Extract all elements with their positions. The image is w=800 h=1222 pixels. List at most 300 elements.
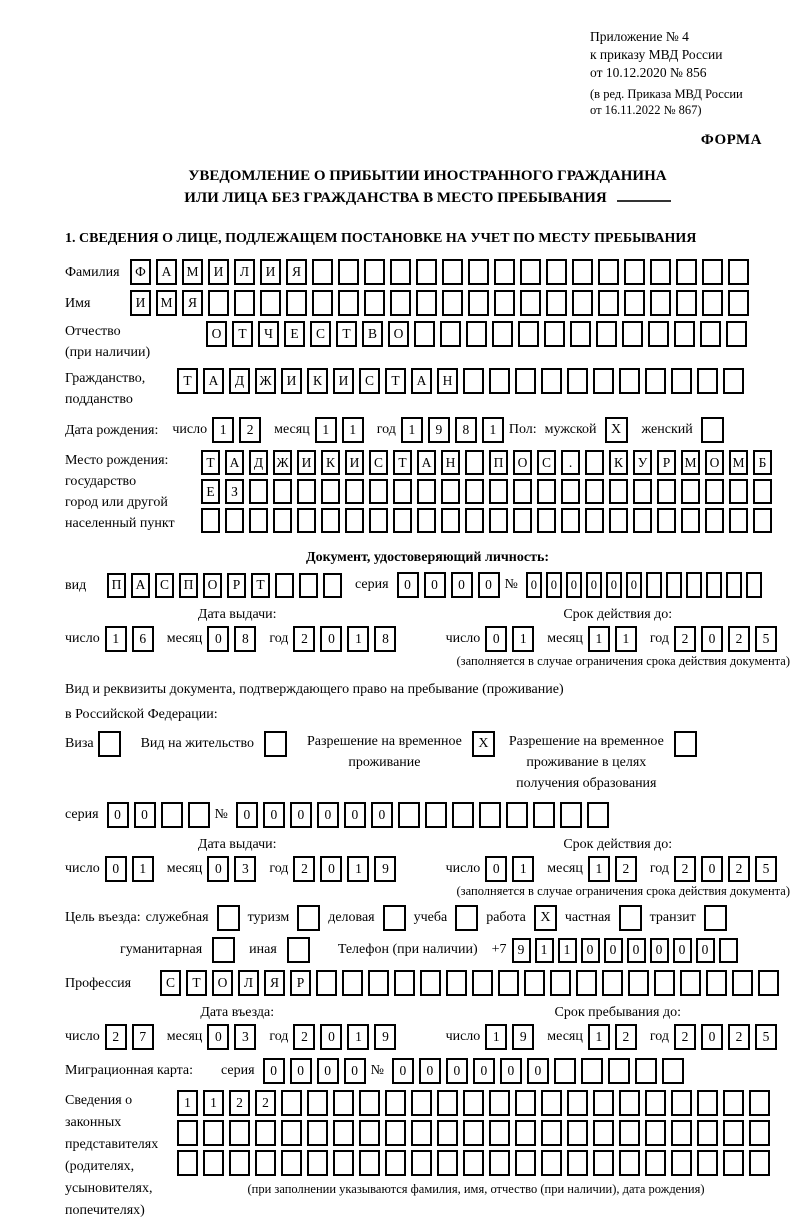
char-cell[interactable] [671, 1150, 692, 1176]
char-cell[interactable] [234, 290, 255, 316]
char-cell[interactable] [359, 1120, 380, 1146]
char-cell[interactable] [645, 1120, 666, 1146]
char-cell[interactable] [581, 1058, 603, 1084]
char-cell[interactable]: 0 [263, 1058, 285, 1084]
char-cell[interactable] [369, 479, 388, 504]
char-cell[interactable]: 0 [627, 938, 646, 963]
char-cell[interactable]: 0 [526, 572, 542, 598]
char-cell[interactable]: А [225, 450, 244, 475]
char-cell[interactable] [333, 1120, 354, 1146]
char-cell[interactable] [177, 1120, 198, 1146]
char-cell[interactable]: 1 [177, 1090, 198, 1116]
char-cell[interactable]: 0 [485, 856, 507, 882]
char-cell[interactable]: 0 [317, 1058, 339, 1084]
char-cell[interactable] [546, 259, 567, 285]
char-cell[interactable]: 0 [546, 572, 562, 598]
char-cell[interactable]: М [729, 450, 748, 475]
temp-residence-edu-checkbox[interactable] [674, 731, 697, 757]
char-cell[interactable] [342, 970, 363, 996]
char-cell[interactable] [393, 508, 412, 533]
char-cell[interactable] [585, 450, 604, 475]
char-cell[interactable] [624, 259, 645, 285]
char-cell[interactable] [297, 479, 316, 504]
char-cell[interactable] [307, 1120, 328, 1146]
char-cell[interactable]: О [212, 970, 233, 996]
char-cell[interactable]: 1 [347, 856, 369, 882]
char-cell[interactable] [753, 508, 772, 533]
char-cell[interactable] [645, 1150, 666, 1176]
char-cell[interactable] [749, 1090, 770, 1116]
char-cell[interactable] [515, 1090, 536, 1116]
char-cell[interactable]: 0 [566, 572, 582, 598]
char-cell[interactable]: 2 [615, 856, 637, 882]
char-cell[interactable] [446, 970, 467, 996]
char-cell[interactable]: Т [336, 321, 357, 347]
char-cell[interactable] [472, 970, 493, 996]
char-cell[interactable]: 8 [234, 626, 256, 652]
char-cell[interactable]: И [260, 259, 281, 285]
char-cell[interactable]: 0 [290, 1058, 312, 1084]
char-cell[interactable]: 0 [485, 626, 507, 652]
char-cell[interactable] [417, 508, 436, 533]
char-cell[interactable]: 1 [558, 938, 577, 963]
char-cell[interactable] [657, 479, 676, 504]
char-cell[interactable]: 0 [320, 626, 342, 652]
char-cell[interactable] [338, 290, 359, 316]
char-cell[interactable] [697, 368, 718, 394]
char-cell[interactable]: 9 [428, 417, 450, 443]
char-cell[interactable] [463, 368, 484, 394]
purpose-option-business-checkbox[interactable] [383, 905, 406, 931]
purpose-option-humanitarian-checkbox[interactable] [212, 937, 235, 963]
char-cell[interactable]: Т [186, 970, 207, 996]
visa-checkbox[interactable] [98, 731, 121, 757]
char-cell[interactable] [593, 1150, 614, 1176]
char-cell[interactable]: 0 [451, 572, 473, 598]
char-cell[interactable] [746, 572, 762, 598]
char-cell[interactable]: И [130, 290, 151, 316]
char-cell[interactable]: А [156, 259, 177, 285]
char-cell[interactable] [697, 1120, 718, 1146]
char-cell[interactable] [437, 1090, 458, 1116]
char-cell[interactable] [411, 1120, 432, 1146]
char-cell[interactable]: 0 [371, 802, 393, 828]
char-cell[interactable] [550, 970, 571, 996]
char-cell[interactable] [567, 1150, 588, 1176]
char-cell[interactable]: 9 [374, 1024, 396, 1050]
char-cell[interactable] [225, 508, 244, 533]
char-cell[interactable]: 0 [446, 1058, 468, 1084]
char-cell[interactable]: 9 [512, 938, 531, 963]
char-cell[interactable]: 0 [207, 626, 229, 652]
char-cell[interactable]: С [155, 573, 174, 598]
char-cell[interactable]: М [681, 450, 700, 475]
char-cell[interactable] [345, 508, 364, 533]
char-cell[interactable] [541, 1150, 562, 1176]
char-cell[interactable] [468, 290, 489, 316]
char-cell[interactable] [513, 479, 532, 504]
char-cell[interactable]: 2 [728, 1024, 750, 1050]
char-cell[interactable] [416, 290, 437, 316]
char-cell[interactable]: 1 [401, 417, 423, 443]
char-cell[interactable]: 0 [626, 572, 642, 598]
char-cell[interactable] [297, 508, 316, 533]
char-cell[interactable] [188, 802, 210, 828]
char-cell[interactable] [515, 1150, 536, 1176]
char-cell[interactable]: 0 [236, 802, 258, 828]
char-cell[interactable] [201, 508, 220, 533]
char-cell[interactable]: 1 [342, 417, 364, 443]
char-cell[interactable] [518, 321, 539, 347]
char-cell[interactable]: Р [227, 573, 246, 598]
char-cell[interactable] [732, 970, 753, 996]
char-cell[interactable]: 0 [320, 856, 342, 882]
char-cell[interactable]: Н [441, 450, 460, 475]
char-cell[interactable] [161, 802, 183, 828]
char-cell[interactable] [492, 321, 513, 347]
char-cell[interactable] [645, 1090, 666, 1116]
char-cell[interactable]: В [362, 321, 383, 347]
char-cell[interactable]: 8 [374, 626, 396, 652]
char-cell[interactable]: 1 [347, 1024, 369, 1050]
char-cell[interactable] [609, 508, 628, 533]
char-cell[interactable] [323, 573, 342, 598]
char-cell[interactable]: Ж [255, 368, 276, 394]
char-cell[interactable] [417, 479, 436, 504]
char-cell[interactable] [442, 259, 463, 285]
char-cell[interactable]: 0 [134, 802, 156, 828]
char-cell[interactable] [273, 479, 292, 504]
char-cell[interactable] [479, 802, 501, 828]
char-cell[interactable]: 1 [615, 626, 637, 652]
char-cell[interactable] [465, 450, 484, 475]
char-cell[interactable] [587, 802, 609, 828]
char-cell[interactable]: Д [229, 368, 250, 394]
char-cell[interactable]: Т [201, 450, 220, 475]
purpose-option-private-checkbox[interactable] [619, 905, 642, 931]
char-cell[interactable] [498, 970, 519, 996]
char-cell[interactable]: И [281, 368, 302, 394]
char-cell[interactable] [281, 1090, 302, 1116]
char-cell[interactable]: 0 [320, 1024, 342, 1050]
char-cell[interactable]: 6 [132, 626, 154, 652]
char-cell[interactable]: З [225, 479, 244, 504]
char-cell[interactable] [321, 508, 340, 533]
char-cell[interactable] [440, 321, 461, 347]
char-cell[interactable] [681, 479, 700, 504]
char-cell[interactable] [520, 259, 541, 285]
char-cell[interactable]: 7 [132, 1024, 154, 1050]
char-cell[interactable] [749, 1120, 770, 1146]
char-cell[interactable]: 1 [512, 626, 534, 652]
char-cell[interactable]: 2 [728, 626, 750, 652]
char-cell[interactable]: 0 [606, 572, 622, 598]
char-cell[interactable]: Л [238, 970, 259, 996]
char-cell[interactable] [442, 290, 463, 316]
char-cell[interactable]: С [369, 450, 388, 475]
char-cell[interactable] [706, 572, 722, 598]
char-cell[interactable]: С [537, 450, 556, 475]
char-cell[interactable] [414, 321, 435, 347]
char-cell[interactable]: 0 [207, 1024, 229, 1050]
char-cell[interactable] [321, 479, 340, 504]
purpose-option-tourism-checkbox[interactable] [297, 905, 320, 931]
char-cell[interactable] [359, 1090, 380, 1116]
char-cell[interactable] [567, 368, 588, 394]
char-cell[interactable] [570, 321, 591, 347]
purpose-option-official-checkbox[interactable] [217, 905, 240, 931]
char-cell[interactable] [609, 479, 628, 504]
residence-permit-checkbox[interactable] [264, 731, 287, 757]
char-cell[interactable]: К [307, 368, 328, 394]
char-cell[interactable] [281, 1120, 302, 1146]
char-cell[interactable] [622, 321, 643, 347]
char-cell[interactable] [646, 572, 662, 598]
purpose-option-transit-checkbox[interactable] [704, 905, 727, 931]
char-cell[interactable]: 1 [315, 417, 337, 443]
char-cell[interactable]: 2 [229, 1090, 250, 1116]
char-cell[interactable] [662, 1058, 684, 1084]
char-cell[interactable] [524, 970, 545, 996]
char-cell[interactable]: Н [437, 368, 458, 394]
char-cell[interactable]: 0 [586, 572, 602, 598]
char-cell[interactable] [650, 290, 671, 316]
char-cell[interactable] [697, 1150, 718, 1176]
char-cell[interactable] [645, 368, 666, 394]
char-cell[interactable]: 0 [290, 802, 312, 828]
char-cell[interactable]: 0 [500, 1058, 522, 1084]
char-cell[interactable]: 2 [674, 626, 696, 652]
char-cell[interactable] [619, 1120, 640, 1146]
char-cell[interactable]: О [513, 450, 532, 475]
char-cell[interactable] [635, 1058, 657, 1084]
char-cell[interactable] [753, 479, 772, 504]
char-cell[interactable] [494, 290, 515, 316]
char-cell[interactable]: 2 [255, 1090, 276, 1116]
char-cell[interactable]: Т [251, 573, 270, 598]
char-cell[interactable] [719, 938, 738, 963]
char-cell[interactable] [452, 802, 474, 828]
char-cell[interactable]: 2 [615, 1024, 637, 1050]
char-cell[interactable]: 2 [293, 626, 315, 652]
char-cell[interactable] [633, 508, 652, 533]
char-cell[interactable]: . [561, 450, 580, 475]
char-cell[interactable] [654, 970, 675, 996]
char-cell[interactable] [513, 508, 532, 533]
char-cell[interactable]: Ч [258, 321, 279, 347]
char-cell[interactable] [593, 368, 614, 394]
char-cell[interactable]: Т [393, 450, 412, 475]
char-cell[interactable] [338, 259, 359, 285]
char-cell[interactable] [364, 290, 385, 316]
char-cell[interactable]: 1 [588, 626, 610, 652]
char-cell[interactable]: 3 [234, 856, 256, 882]
char-cell[interactable] [489, 1090, 510, 1116]
char-cell[interactable] [281, 1150, 302, 1176]
char-cell[interactable] [437, 1120, 458, 1146]
char-cell[interactable]: 0 [701, 856, 723, 882]
char-cell[interactable]: К [609, 450, 628, 475]
char-cell[interactable] [705, 479, 724, 504]
char-cell[interactable] [411, 1090, 432, 1116]
char-cell[interactable] [541, 368, 562, 394]
char-cell[interactable] [702, 259, 723, 285]
char-cell[interactable]: И [297, 450, 316, 475]
char-cell[interactable] [368, 970, 389, 996]
char-cell[interactable] [515, 368, 536, 394]
char-cell[interactable]: Я [286, 259, 307, 285]
char-cell[interactable] [723, 368, 744, 394]
char-cell[interactable] [648, 321, 669, 347]
char-cell[interactable] [585, 479, 604, 504]
char-cell[interactable] [593, 1120, 614, 1146]
char-cell[interactable]: 5 [755, 626, 777, 652]
char-cell[interactable] [229, 1120, 250, 1146]
char-cell[interactable] [359, 1150, 380, 1176]
char-cell[interactable] [723, 1150, 744, 1176]
temp-residence-checkbox[interactable]: X [472, 731, 495, 757]
char-cell[interactable] [619, 1150, 640, 1176]
char-cell[interactable] [697, 1090, 718, 1116]
char-cell[interactable] [671, 1120, 692, 1146]
char-cell[interactable] [728, 259, 749, 285]
char-cell[interactable]: С [310, 321, 331, 347]
char-cell[interactable] [628, 970, 649, 996]
char-cell[interactable] [520, 290, 541, 316]
purpose-option-study-checkbox[interactable] [455, 905, 478, 931]
char-cell[interactable]: А [411, 368, 432, 394]
char-cell[interactable]: Б [753, 450, 772, 475]
char-cell[interactable]: 0 [419, 1058, 441, 1084]
char-cell[interactable]: 0 [473, 1058, 495, 1084]
char-cell[interactable]: Т [177, 368, 198, 394]
char-cell[interactable] [249, 479, 268, 504]
char-cell[interactable] [674, 321, 695, 347]
char-cell[interactable]: 0 [581, 938, 600, 963]
char-cell[interactable] [260, 290, 281, 316]
char-cell[interactable] [369, 508, 388, 533]
char-cell[interactable]: 0 [424, 572, 446, 598]
char-cell[interactable]: 1 [203, 1090, 224, 1116]
char-cell[interactable] [286, 290, 307, 316]
char-cell[interactable] [506, 802, 528, 828]
char-cell[interactable]: 0 [527, 1058, 549, 1084]
char-cell[interactable] [666, 572, 682, 598]
char-cell[interactable]: Е [284, 321, 305, 347]
char-cell[interactable]: Л [234, 259, 255, 285]
char-cell[interactable] [345, 479, 364, 504]
char-cell[interactable] [650, 259, 671, 285]
char-cell[interactable]: И [345, 450, 364, 475]
char-cell[interactable] [249, 508, 268, 533]
char-cell[interactable]: 2 [293, 856, 315, 882]
char-cell[interactable] [393, 479, 412, 504]
char-cell[interactable]: С [160, 970, 181, 996]
char-cell[interactable] [466, 321, 487, 347]
char-cell[interactable] [441, 508, 460, 533]
char-cell[interactable]: 0 [105, 856, 127, 882]
char-cell[interactable]: 0 [317, 802, 339, 828]
char-cell[interactable]: А [203, 368, 224, 394]
char-cell[interactable]: П [489, 450, 508, 475]
char-cell[interactable]: 1 [132, 856, 154, 882]
char-cell[interactable]: О [388, 321, 409, 347]
char-cell[interactable]: Ж [273, 450, 292, 475]
char-cell[interactable] [489, 508, 508, 533]
char-cell[interactable] [463, 1120, 484, 1146]
char-cell[interactable]: 0 [478, 572, 500, 598]
char-cell[interactable] [593, 1090, 614, 1116]
sex-female-checkbox[interactable] [701, 417, 724, 443]
char-cell[interactable] [554, 1058, 576, 1084]
char-cell[interactable] [671, 1090, 692, 1116]
char-cell[interactable]: П [107, 573, 126, 598]
char-cell[interactable]: 0 [701, 1024, 723, 1050]
char-cell[interactable]: И [333, 368, 354, 394]
char-cell[interactable]: О [203, 573, 222, 598]
char-cell[interactable]: Ф [130, 259, 151, 285]
char-cell[interactable] [416, 259, 437, 285]
char-cell[interactable]: Я [182, 290, 203, 316]
char-cell[interactable] [411, 1150, 432, 1176]
char-cell[interactable] [624, 290, 645, 316]
char-cell[interactable] [364, 259, 385, 285]
char-cell[interactable] [299, 573, 318, 598]
char-cell[interactable] [728, 290, 749, 316]
char-cell[interactable]: 0 [392, 1058, 414, 1084]
char-cell[interactable] [633, 479, 652, 504]
char-cell[interactable] [723, 1090, 744, 1116]
char-cell[interactable] [420, 970, 441, 996]
char-cell[interactable] [560, 802, 582, 828]
char-cell[interactable] [441, 479, 460, 504]
char-cell[interactable]: 2 [728, 856, 750, 882]
char-cell[interactable] [676, 290, 697, 316]
char-cell[interactable]: 2 [105, 1024, 127, 1050]
char-cell[interactable] [726, 321, 747, 347]
char-cell[interactable]: 2 [674, 856, 696, 882]
char-cell[interactable] [255, 1120, 276, 1146]
sex-male-checkbox[interactable]: X [605, 417, 628, 443]
char-cell[interactable]: Р [657, 450, 676, 475]
char-cell[interactable]: О [206, 321, 227, 347]
char-cell[interactable] [333, 1090, 354, 1116]
char-cell[interactable]: У [633, 450, 652, 475]
char-cell[interactable] [385, 1120, 406, 1146]
char-cell[interactable]: 1 [347, 626, 369, 652]
char-cell[interactable] [333, 1150, 354, 1176]
char-cell[interactable] [619, 368, 640, 394]
char-cell[interactable] [394, 970, 415, 996]
char-cell[interactable]: 5 [755, 1024, 777, 1050]
char-cell[interactable] [567, 1120, 588, 1146]
char-cell[interactable]: 9 [374, 856, 396, 882]
char-cell[interactable]: 1 [588, 1024, 610, 1050]
char-cell[interactable]: Т [385, 368, 406, 394]
char-cell[interactable]: 2 [239, 417, 261, 443]
char-cell[interactable]: 1 [482, 417, 504, 443]
char-cell[interactable] [307, 1090, 328, 1116]
char-cell[interactable] [541, 1120, 562, 1146]
char-cell[interactable]: 1 [212, 417, 234, 443]
char-cell[interactable] [515, 1120, 536, 1146]
char-cell[interactable] [177, 1150, 198, 1176]
char-cell[interactable] [385, 1090, 406, 1116]
char-cell[interactable] [726, 572, 742, 598]
char-cell[interactable] [572, 259, 593, 285]
char-cell[interactable] [676, 259, 697, 285]
char-cell[interactable]: С [359, 368, 380, 394]
